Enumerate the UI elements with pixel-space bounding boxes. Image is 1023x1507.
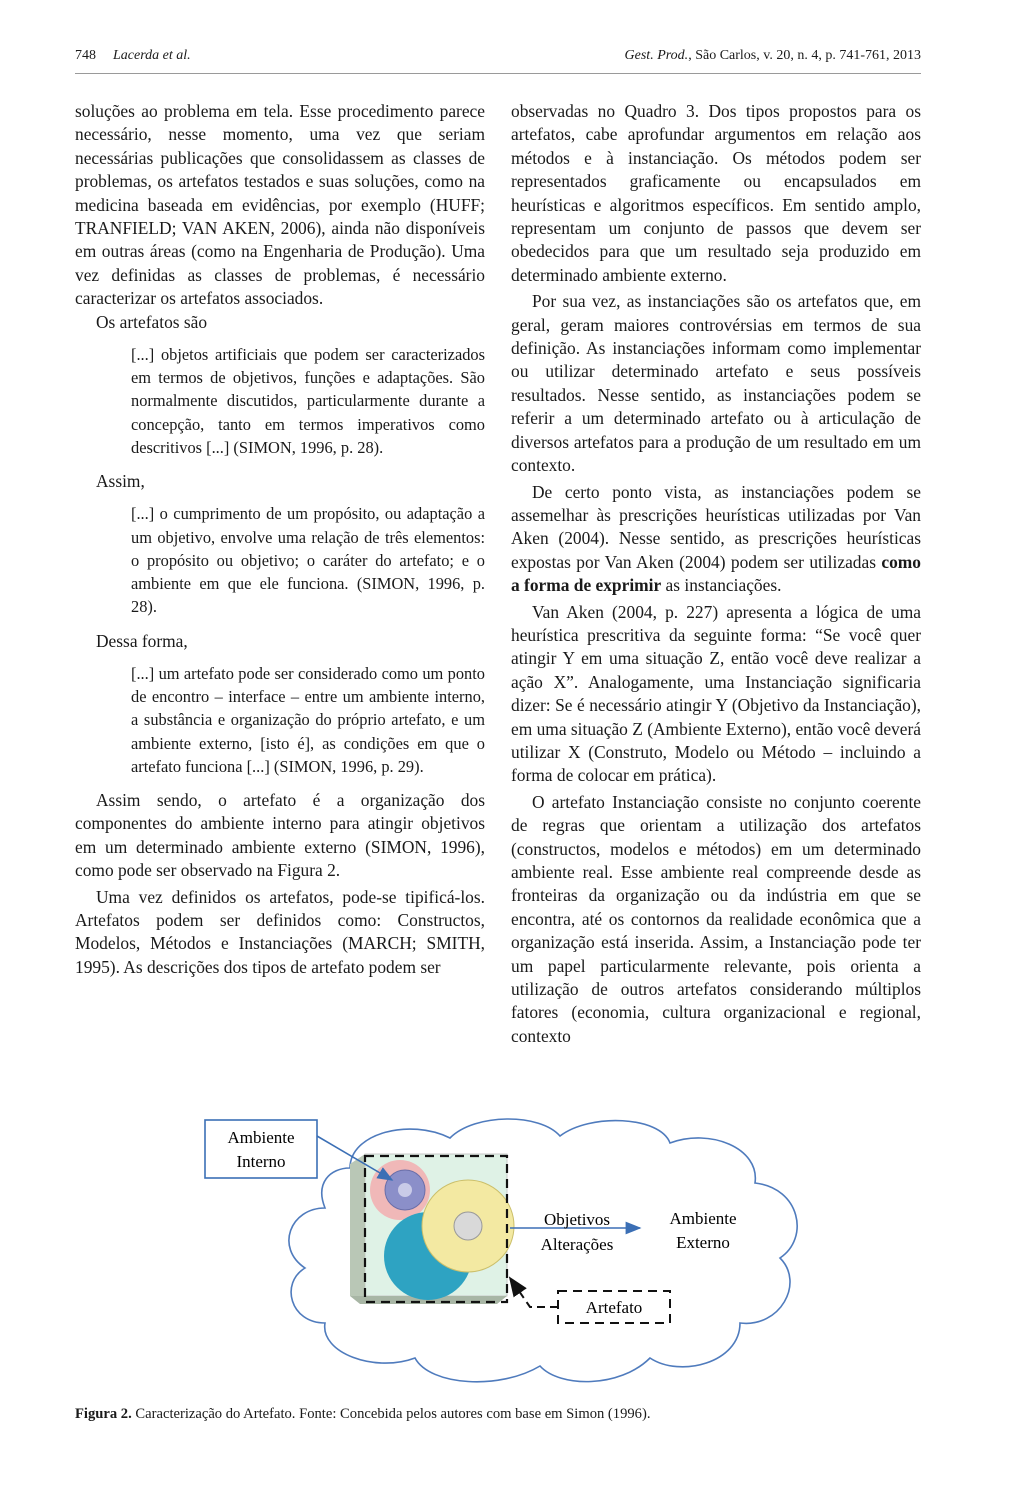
paragraph [511, 481, 921, 598]
artifact-diagram [200, 1108, 850, 1393]
alterations-label: Alterações [540, 1235, 614, 1254]
paragraph: soluções ao problema em tela. Esse procedimento parece necessário, nesse momento, uma vez que seriam necessárias publicações que consolidassem as classes de problemas, os artefatos testados e suas soluções, como na medicina baseada em evidências, por exemplo (HUFF; TRANFIELD; VAN AKEN, 2006), ainda não disponíveis em outras áreas (como na Engenharia de Produção). Uma vez definidas as classes de problemas, é necessário caracterizar os artefatos associados. [75, 101, 485, 309]
figure-caption [75, 1406, 651, 1423]
right-column [511, 100, 921, 1048]
paragraph: Por sua vez, as instanciações são os artefatos que, em geral, geram maiores controvérsias em termos de sua definição. As instanciações informam como implementar ou utilizar determinado artefato e seus possíveis resultados. Nesse sentido, as instanciações podem se referir a um determinado artefato ou à articulação de diversos artefatos para a produção de um resultado em um contexto. [511, 291, 921, 476]
artifact-label: Artefato [585, 1298, 643, 1317]
external-environment-label-2: Externo [676, 1233, 730, 1252]
journal-citation: , São Carlos, v. 20, n. 4, p. 741-761, 2013 [688, 48, 921, 63]
paragraph: Assim, [96, 471, 145, 492]
block-quote: [...] o cumprimento de um propósito, ou adaptação a um objetivo, envolve uma relação de três elementos: o propósito ou objetivo; o caráter do artefato; e o ambiente em que ele funciona. (SIMON, 1996, p. 28). [131, 504, 485, 617]
caption-label: Figura 2. [75, 1406, 132, 1422]
bold-text: como a forma de exprimir [511, 551, 921, 596]
internal-environment-label: Ambiente [227, 1128, 295, 1147]
gears-image [350, 1154, 514, 1304]
paragraph: Van Aken (2004, p. 227) apresenta a lógica de uma heurística prescritiva da seguinte forma: “Se você quer atingir Y em uma situação Z, então você deve realizar a ação X”. Analogamente, uma Instanciação significaria dizer: Se é necessário atingir Y (Objetivo da Instanciação), em uma situação Z (Ambiente Externo), então você deverá utilizar X (Construto, Modelo ou Método – incluindo a forma de colocar em prática). [511, 601, 921, 786]
paragraph: O artefato Instanciação consiste no conjunto coerente de regras que orientam a utilização dos artefatos (constructos, modelos e métodos) em um determinado ambiente real. Esse ambiente real compreende desde as fronteiras da organização ou da indústria em que se encontra, até os contornos da realidade econômica que a organização está inserida. Assim, a Instanciação pode ter um papel particularmente relevante, pois orienta a utilização de outros artefatos considerando múltiplos fatores (economia, cultura organizacional e regional, contexto [511, 791, 921, 1046]
journal-name: Gest. Prod. [624, 48, 689, 63]
paragraph: Dessa forma, [96, 630, 188, 651]
header-journal-citation [625, 48, 921, 64]
text-run: De certo ponto vista, as instanciações podem se assemelhar às prescrições heurísticas utilizadas por Van Aken (2004). Nesse sentido, as prescrições heurísticas expostas por Van Aken (2004) podem ser utilizadas [511, 481, 921, 572]
paragraph: observadas no Quadro 3. Dos tipos propostos para os artefatos, cabe aprofundar argumentos em relação aos métodos e à instanciação. Os métodos podem ser representados graficamente ou encapsulados em heurísticas e algoritmos específicos. Em sentido amplo, representam um conjunto de passos que devem ser obedecidos para que um resultado seja produzido em determinado ambiente externo. [511, 101, 921, 285]
paragraph: Uma vez definidos os artefatos, pode-se tipificá-los. Artefatos podem ser definidos como: Constructos, Modelos, Métodos e Instanciações (MARCH; SMITH, 1995). As descrições dos tipos de artefato podem ser [75, 886, 485, 977]
external-environment-label: Ambiente [669, 1209, 737, 1228]
figure-2 [200, 1108, 850, 1393]
paragraph: Os artefatos são [96, 311, 208, 332]
running-header [75, 48, 921, 70]
block-quote: [...] objetos artificiais que podem ser caracterizados em termos de objetivos, funções e adaptações. São normalmente discutidos, particularmente durante a concepção, tanto em termos imperativos como descritivos [...] (SIMON, 1996, p. 28). [131, 345, 485, 457]
objectives-label: Objetivos [543, 1210, 611, 1229]
caption-text: Caracterização do Artefato. Fonte: Concebida pelos autores com base em Simon (1996). [131, 1406, 651, 1422]
paragraph: Assim sendo, o artefato é a organização dos componentes do ambiente interno para atingir objetivos em um determinado ambiente externo (SIMON, 1996), como pode ser observado na Figura 2. [75, 789, 485, 881]
page-number: 748 [75, 48, 96, 63]
left-column [75, 100, 485, 979]
header-rule [75, 73, 921, 74]
internal-environment-label-2: Interno [236, 1152, 286, 1171]
block-quote: [...] um artefato pode ser considerado como um ponto de encontro – interface – entre um ambiente interno, a substância e organização do próprio artefato, e um ambiente externo, [isto é], as condições em que o artefato funciona [...] (SIMON, 1996, p. 29). [131, 663, 485, 776]
text-run: as instanciações. [661, 575, 782, 596]
header-authors: Lacerda et al. [113, 48, 191, 63]
